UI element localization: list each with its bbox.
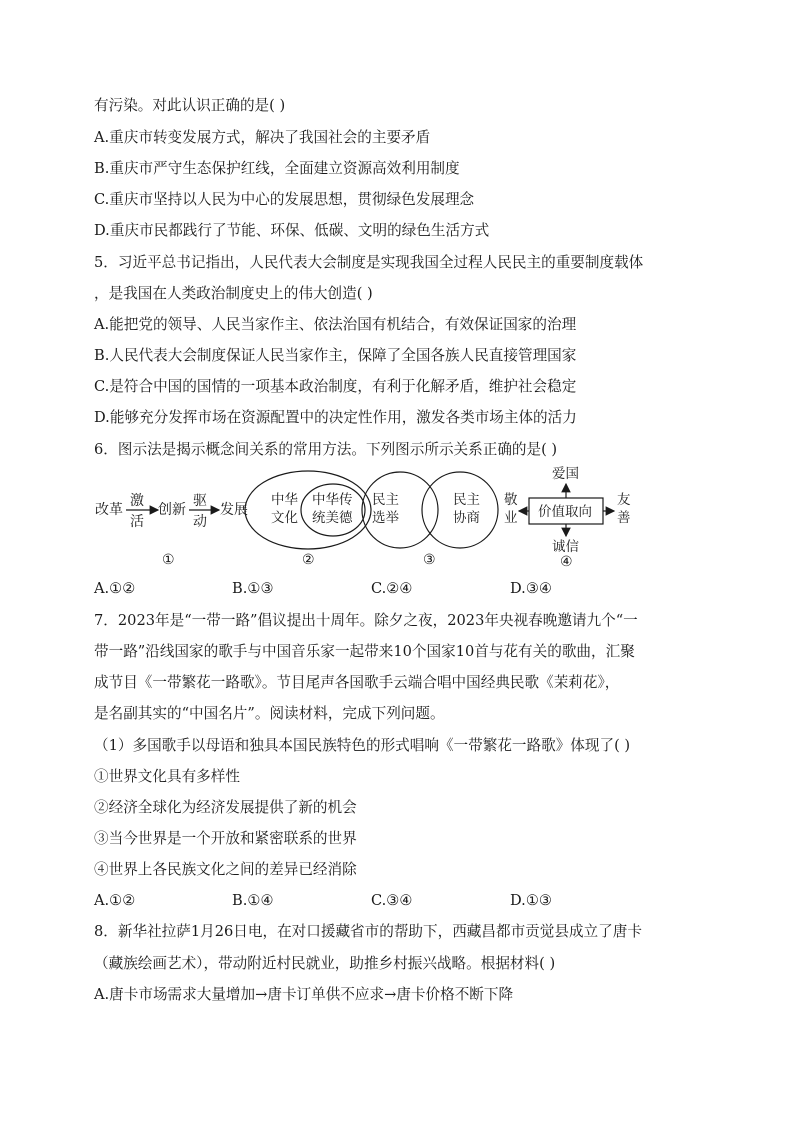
diagram-3-left-label: 选举 — [372, 510, 399, 526]
option-a: A.①② — [94, 580, 136, 597]
option-a: A.唐卡市场需求大量增加→唐卡订单供不应求→唐卡价格不断下降 — [94, 986, 514, 1003]
option-d: D.能够充分发挥市场在资源配置中的决定性作用，激发各类市场主体的活力 — [94, 409, 577, 426]
diagram-1-drive-top: 驱 — [193, 493, 207, 509]
question-8-text: 8．新华社拉萨1月26日电，在对口援藏省市的帮助下，西藏昌都市贡觉县成立了唐卡 — [94, 923, 642, 940]
diagram-1-develop: 发展 — [220, 502, 248, 518]
diagram-1-reform: 改革 — [95, 502, 123, 518]
concept-diagrams — [90, 462, 650, 572]
diagram-3-number: ③ — [423, 552, 436, 568]
option-b: B.人民代表大会制度保证人民当家作主，保障了全国各族人民直接管理国家 — [94, 347, 577, 364]
statement-2: ②经济全球化为经济发展提供了新的机会 — [94, 799, 357, 816]
diagram-1 — [95, 493, 248, 568]
question-7-text: 是名副其实的“中国名片”。阅读材料，完成下列问题。 — [94, 705, 445, 722]
statement-1: ①世界文化具有多样性 — [94, 768, 240, 785]
diagram-2-inner-label: 中华传 — [312, 492, 353, 508]
question-7-text: 带一路”沿线国家的歌手与中国音乐家一起带来10个国家10首与花有关的歌曲，汇聚 — [94, 643, 635, 660]
option-c: C.③④ — [371, 892, 413, 909]
text-line: 有污染。对此认识正确的是( ) — [94, 97, 286, 114]
diagram-4 — [504, 466, 631, 570]
diagram-1-drive-bottom: 动 — [193, 514, 207, 530]
statement-4: ④世界上各民族文化之间的差异已经消除 — [94, 861, 357, 878]
diagram-1-innovate: 创新 — [158, 502, 186, 518]
diagram-4-right-label: 友 — [617, 492, 631, 508]
diagram-1-stim-bottom: 活 — [130, 514, 144, 530]
question-5-text: ，是我国在人类政治制度史上的伟大创造( ) — [94, 285, 373, 302]
question-7-text: 7．2023年是“一带一路”倡议提出十周年。除夕之夜，2023年央视春晚邀请九个“一 — [94, 612, 638, 629]
option-b: B.①③ — [232, 580, 274, 597]
option-d: D.③④ — [510, 580, 552, 597]
option-d: D.重庆市民都践行了节能、环保、低碳、文明的绿色生活方式 — [94, 222, 490, 239]
diagram-3-right-label: 协商 — [453, 510, 480, 526]
option-c: C.②④ — [371, 580, 413, 597]
diagram-3-right-label: 民主 — [453, 492, 480, 508]
option-b: B.重庆市严守生态保护红线，全面建立资源高效利用制度 — [94, 160, 460, 177]
diagram-2-number: ② — [302, 552, 315, 568]
option-a: A.能把党的领导、人民当家作主、依法治国有机结合，有效保证国家的治理 — [94, 316, 577, 333]
option-c: C.重庆市坚持以人民为中心的发展思想，贯彻绿色发展理念 — [94, 191, 475, 208]
diagram-4-left-label: 敬 — [504, 492, 518, 508]
diagram-4-left-label: 业 — [504, 510, 518, 526]
diagram-1-number: ① — [162, 552, 175, 568]
diagram-2-inner-label: 统美德 — [312, 510, 353, 526]
question-6-text: 6．图示法是揭示概念间关系的常用方法。下列图示所示关系正确的是( ) — [94, 441, 558, 458]
diagram-2-outer-label: 文化 — [271, 510, 298, 526]
diagram-4-right-label: 善 — [617, 510, 631, 526]
diagram-3-left-label: 民主 — [372, 492, 399, 508]
question-5-text: 5．习近平总书记指出，人民代表大会制度是实现我国全过程人民民主的重要制度载体 — [94, 254, 644, 271]
diagram-4-center-label: 价值取向 — [538, 504, 592, 520]
question-8-text: （藏族绘画艺术），带动附近村民就业，助推乡村振兴战略。根据材料( ) — [94, 955, 556, 972]
diagram-4-bottom-label: 诚信 — [552, 539, 579, 555]
diagram-1-stim-top: 激 — [130, 493, 144, 509]
option-b: B.①④ — [232, 892, 274, 909]
option-c: C.是符合中国的国情的一项基本政治制度，有利于化解矛盾，维护社会稳定 — [94, 378, 577, 395]
question-7-text: 成节目《一带繁花一路歌》。节目尾声各国歌手云端合唱中国经典民歌《茉莉花》， — [94, 674, 620, 691]
diagram-4-number: ④ — [560, 554, 573, 570]
option-a: A.①② — [94, 892, 136, 909]
diagram-4-top-label: 爱国 — [552, 466, 579, 482]
diagram-3 — [362, 472, 498, 568]
diagram-2-outer-label: 中华 — [271, 492, 298, 508]
statement-3: ③当今世界是一个开放和紧密联系的世界 — [94, 830, 357, 847]
option-d: D.①③ — [510, 892, 552, 909]
option-a: A.重庆市转变发展方式，解决了我国社会的主要矛盾 — [94, 129, 431, 146]
diagram-2 — [245, 471, 371, 568]
question-7-subquestion: （1）多国歌手以母语和独具本国民族特色的形式唱响《一带繁花一路歌》体现了( ) — [94, 737, 631, 754]
